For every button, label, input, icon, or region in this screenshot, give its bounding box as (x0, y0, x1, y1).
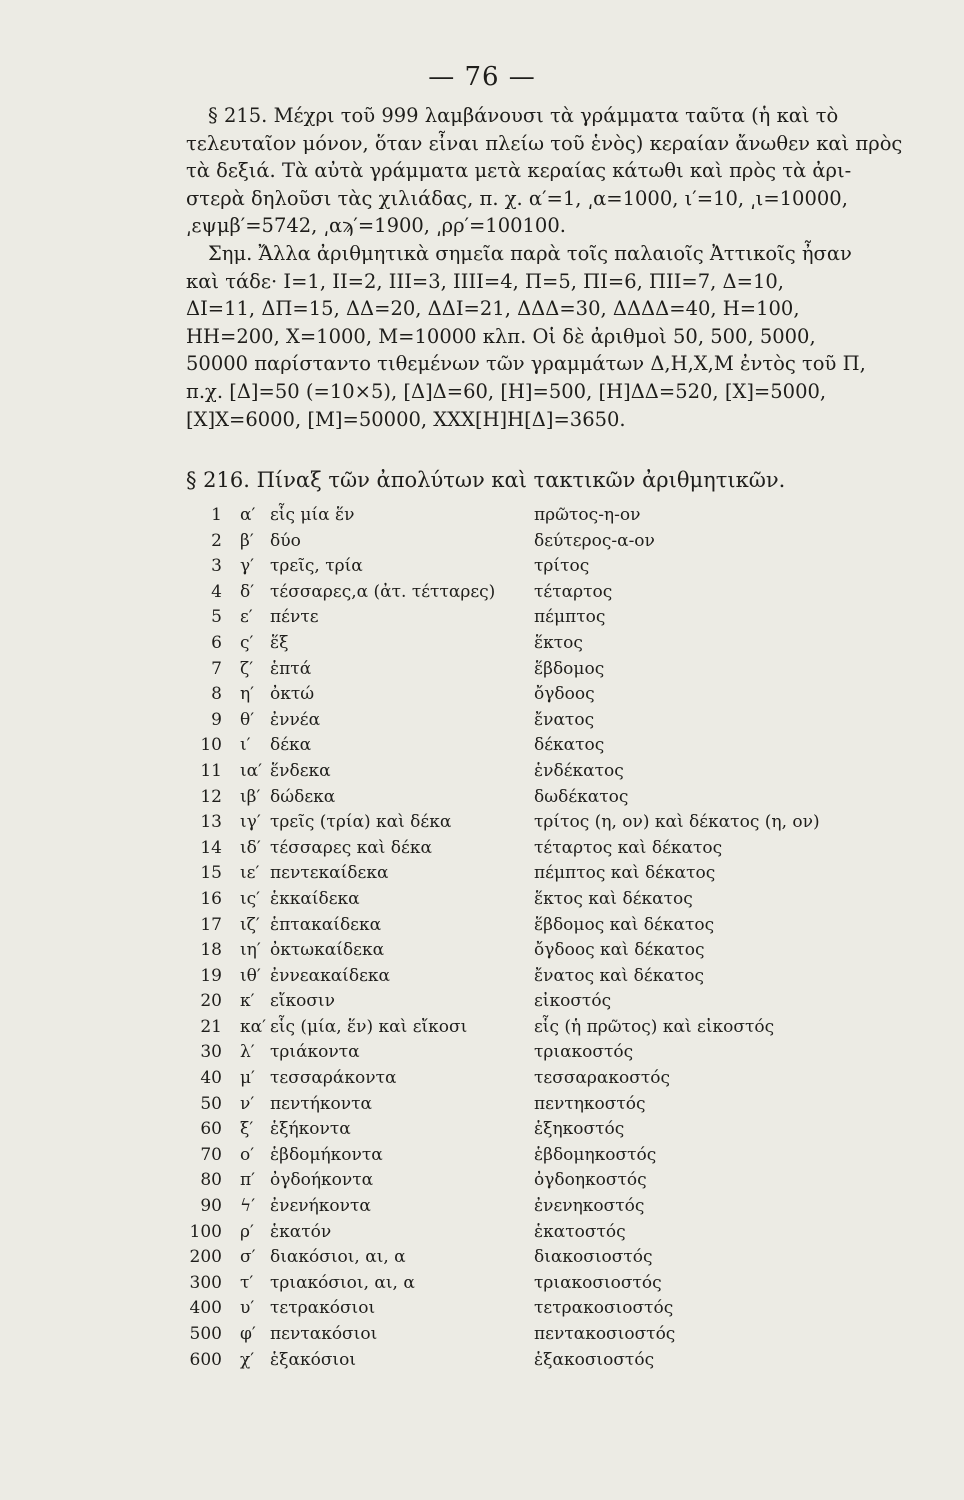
greek-letter-numeral: ιβ′ (240, 786, 261, 807)
table-row (186, 1273, 926, 1299)
ordinal-word: τριακοσιοστός (534, 1272, 662, 1293)
cardinal-word: ἑβδομήκοντα (270, 1144, 383, 1165)
ordinal-word: ἑξηκοστός (534, 1119, 625, 1140)
cardinal-word: ἑκκαίδεκα (270, 888, 360, 909)
cardinal-word: δώδεκα (270, 786, 336, 807)
numeral-value: 18 (200, 940, 222, 961)
cardinal-word: τετρακόσιοι (270, 1298, 376, 1319)
greek-letter-numeral: γ′ (240, 556, 255, 577)
greek-letter-numeral: ξ′ (240, 1119, 254, 1140)
table-row (186, 633, 926, 659)
numeral-value: 3 (211, 556, 222, 577)
ordinal-word: ἐνενηκοστός (534, 1196, 645, 1217)
cardinal-word: ἑπτακαίδεκα (270, 914, 382, 935)
numeral-value: 1 (211, 505, 222, 525)
ordinal-word: δέκατος (534, 735, 605, 756)
ordinal-word: διακοσιοστός (534, 1247, 653, 1268)
cardinal-word: ὀκτωκαίδεκα (270, 940, 385, 961)
table-row (186, 1145, 926, 1171)
ordinal-word: ἑβδομηκοστός (534, 1144, 657, 1165)
table-row (186, 1068, 926, 1094)
greek-letter-numeral: α′ (240, 505, 256, 525)
table-row (186, 1247, 926, 1273)
cardinal-word: πέντε (270, 607, 319, 628)
ordinal-word: ὄγδοος καὶ δέκατος (534, 940, 705, 961)
greek-letter-numeral: ζ′ (240, 658, 254, 679)
numeral-value: 13 (200, 812, 222, 833)
cardinal-word: τέσσαρες,α (ἀτ. τέτταρες) (270, 581, 496, 602)
cardinal-word: πεντήκοντα (270, 1093, 372, 1114)
paragraph-line: [Χ]Χ=6000, [Μ]=50000, ΧΧΧ[Η]Η[Δ]=3650. (186, 407, 626, 431)
greek-letter-numeral: π′ (240, 1170, 256, 1191)
table-row (186, 659, 926, 685)
page-number: — 76 — (428, 62, 536, 92)
greek-letter-numeral: ιγ′ (240, 812, 261, 833)
numerals-table (186, 505, 926, 1375)
paragraph-line: π.χ. [Δ]=50 (=10×5), [Δ]Δ=60, [Η]=500, [Η]ΔΔ=520, [Χ]=5000, (186, 379, 827, 403)
numeral-value: 20 (200, 991, 222, 1012)
cardinal-word: ἕνδεκα (270, 760, 331, 781)
numeral-value: 90 (200, 1196, 222, 1217)
paragraph-line: Σημ. Ἄλλα ἀριθμητικὰ σημεῖα παρὰ τοῖς παλαιοῖς Ἀττικοῖς ἦσαν (208, 241, 852, 265)
cardinal-word: τέσσαρες καὶ δέκα (270, 837, 432, 858)
numeral-value: 19 (200, 965, 222, 986)
cardinal-word: εἷς (μία, ἕν) καὶ εἴκοσι (270, 1016, 468, 1037)
greek-letter-numeral: ς′ (240, 632, 254, 653)
ordinal-word: πεντηκοστός (534, 1093, 646, 1114)
ordinal-word: ἑκατοστός (534, 1221, 626, 1242)
cardinal-word: ἐννεακαίδεκα (270, 965, 390, 986)
greek-letter-numeral: β′ (240, 530, 254, 551)
cardinal-word: δέκα (270, 735, 312, 756)
cardinal-word: ἐνενήκοντα (270, 1196, 371, 1217)
greek-letter-numeral: κα′ (240, 1016, 266, 1037)
greek-letter-numeral: υ′ (240, 1298, 255, 1319)
numeral-value: 40 (200, 1068, 222, 1089)
table-row (186, 889, 926, 915)
table-row (186, 1119, 926, 1145)
table-row (186, 582, 926, 608)
cardinal-word: τρεῖς, τρία (270, 556, 363, 577)
numeral-value: 80 (200, 1170, 222, 1191)
greek-letter-numeral: ϟ′ (240, 1196, 256, 1217)
cardinal-word: ὀκτώ (270, 684, 315, 705)
table-row (186, 505, 926, 531)
numeral-value: 4 (211, 581, 222, 602)
greek-letter-numeral: ια′ (240, 760, 263, 781)
numeral-value: 8 (211, 684, 222, 705)
paragraph-line: ͵εψμβ′=5742, ͵αϡ′=1900, ͵ρρ′=100100. (186, 214, 566, 238)
ordinal-word: δεύτερος-α-ον (534, 530, 655, 551)
paragraph-line: ΔΙ=11, ΔΠ=15, ΔΔ=20, ΔΔΙ=21, ΔΔΔ=30, ΔΔΔΔ=40, Η=100, (186, 297, 800, 321)
table-row (186, 966, 926, 992)
table-row (186, 940, 926, 966)
table-row (186, 991, 926, 1017)
ordinal-word: ἑξακοσιοστός (534, 1349, 655, 1370)
ordinal-word: ὀγδοηκοστός (534, 1170, 647, 1191)
cardinal-word: ἑπτά (270, 658, 312, 679)
numeral-value: 6 (211, 632, 222, 653)
numeral-value: 16 (200, 888, 222, 909)
cardinal-word: εἷς μία ἕν (270, 505, 355, 525)
ordinal-word: δωδέκατος (534, 786, 629, 807)
cardinal-word: ἐννέα (270, 709, 321, 730)
greek-letter-numeral: δ′ (240, 581, 255, 602)
greek-letter-numeral: ιζ′ (240, 914, 260, 935)
table-row (186, 915, 926, 941)
cardinal-word: ἑκατόν (270, 1221, 332, 1242)
numeral-value: 70 (200, 1144, 222, 1165)
table-row (186, 607, 926, 633)
greek-letter-numeral: ν′ (240, 1093, 255, 1114)
cardinal-word: διακόσιοι, αι, α (270, 1247, 406, 1268)
numeral-value: 600 (189, 1349, 222, 1370)
table-row (186, 838, 926, 864)
numeral-value: 7 (211, 658, 222, 679)
numeral-value: 50 (200, 1093, 222, 1114)
cardinal-word: δύο (270, 530, 301, 551)
cardinal-word: τεσσαράκοντα (270, 1068, 397, 1089)
ordinal-word: τεσσαρακοστός (534, 1068, 670, 1089)
numeral-value: 11 (200, 760, 222, 781)
cardinal-word: ἕξ (270, 632, 289, 653)
greek-letter-numeral: θ′ (240, 709, 255, 730)
greek-letter-numeral: λ′ (240, 1042, 255, 1063)
paragraph-line: καὶ τάδε· Ι=1, ΙΙ=2, ΙΙΙ=3, ΙΙΙΙ=4, Π=5, ΠΙ=6, ΠΙΙ=7, Δ=10, (186, 269, 784, 293)
ordinal-word: τέταρτος καὶ δέκατος (534, 837, 723, 858)
ordinal-word: ἕκτος (534, 632, 583, 653)
cardinal-word: ἑξακόσιοι (270, 1349, 356, 1370)
numeral-value: 14 (200, 837, 222, 858)
ordinal-word: τρίτος (534, 556, 590, 577)
numeral-value: 500 (189, 1324, 222, 1344)
ordinal-word: ἑνδέκατος (534, 760, 624, 781)
table-row (186, 761, 926, 787)
table-row (186, 710, 926, 736)
ordinal-word: τετρακοσιοστός (534, 1298, 674, 1319)
ordinal-word: ἔνατος (534, 709, 595, 730)
ordinal-word: πρῶτος-η-ον (534, 505, 641, 525)
table-row (186, 1324, 926, 1350)
numeral-value: 10 (200, 735, 222, 756)
table-row (186, 787, 926, 813)
ordinal-word: πεντακοσιοστός (534, 1324, 676, 1344)
table-row (186, 812, 926, 838)
cardinal-word: ἑξήκοντα (270, 1119, 351, 1140)
cardinal-word: πεντεκαίδεκα (270, 863, 389, 884)
greek-letter-numeral: ιη′ (240, 940, 261, 961)
greek-letter-numeral: ις′ (240, 888, 261, 909)
greek-letter-numeral: ε′ (240, 607, 253, 628)
ordinal-word: εἰκοστός (534, 991, 612, 1012)
numeral-value: 9 (211, 709, 222, 730)
ordinal-word: ἕβδομος καὶ δέκατος (534, 914, 715, 935)
numeral-value: 300 (189, 1272, 222, 1293)
cardinal-word: πεντακόσιοι (270, 1324, 378, 1344)
paragraph-line: 50000 παρίσταντο τιθεμένων τῶν γραμμάτων Δ,Η,Χ,Μ ἐντὸς τοῦ Π, (186, 352, 866, 376)
greek-letter-numeral: σ′ (240, 1247, 256, 1268)
ordinal-word: ὄγδοος (534, 684, 595, 705)
greek-letter-numeral: ρ′ (240, 1221, 254, 1242)
table-row (186, 531, 926, 557)
cardinal-word: ὀγδοήκοντα (270, 1170, 374, 1191)
numeral-value: 2 (211, 530, 222, 551)
ordinal-word: πέμπτος καὶ δέκατος (534, 863, 716, 884)
ordinal-word: ἔνατος καὶ δέκατος (534, 965, 704, 986)
greek-letter-numeral: ιε′ (240, 863, 260, 884)
paragraph-line: ΗΗ=200, Χ=1000, Μ=10000 κλπ. Οἱ δὲ ἀριθμοὶ 50, 500, 5000, (186, 324, 816, 348)
greek-letter-numeral: ιθ′ (240, 965, 261, 986)
paragraph-line: τελευταῖον μόνον, ὅταν εἶναι πλείω τοῦ ἑνὸς) κεραίαν ἄνωθεν καὶ πρὸς (186, 131, 903, 155)
numeral-value: 5 (211, 607, 222, 628)
ordinal-word: τριακοστός (534, 1042, 634, 1063)
numeral-value: 12 (200, 786, 222, 807)
table-row (186, 1170, 926, 1196)
table-row (186, 735, 926, 761)
table-row (186, 556, 926, 582)
table-row (186, 1017, 926, 1043)
greek-letter-numeral: ο′ (240, 1144, 255, 1165)
ordinal-word: ἕκτος καὶ δέκατος (534, 888, 693, 909)
table-row (186, 1042, 926, 1068)
ordinal-word: τρίτος (η, ον) καὶ δέκατος (η, ον) (534, 812, 820, 833)
greek-letter-numeral: η′ (240, 684, 255, 705)
numeral-value: 15 (200, 863, 222, 884)
table-row (186, 1350, 926, 1376)
numeral-value: 17 (200, 914, 222, 935)
ordinal-word: πέμπτος (534, 607, 606, 628)
greek-letter-numeral: φ′ (240, 1324, 256, 1344)
numeral-value: 400 (189, 1298, 222, 1319)
cardinal-word: τριακόσιοι, αι, α (270, 1272, 415, 1293)
paragraph-215 (186, 102, 938, 433)
paragraph-line: § 215. Μέχρι τοῦ 999 λαμβάνουσι τὰ γράμματα ταῦτα (ἡ καὶ τὸ (208, 104, 839, 127)
table-row (186, 863, 926, 889)
ordinal-word: ἕβδομος (534, 658, 605, 679)
greek-letter-numeral: κ′ (240, 991, 255, 1012)
cardinal-word: τρεῖς (τρία) καὶ δέκα (270, 812, 452, 833)
cardinal-word: τριάκοντα (270, 1042, 360, 1063)
table-row (186, 684, 926, 710)
ordinal-word: εἷς (ἡ πρῶτος) καὶ εἰκοστός (534, 1016, 775, 1037)
table-row (186, 1094, 926, 1120)
greek-letter-numeral: τ′ (240, 1272, 254, 1293)
table-row (186, 1222, 926, 1248)
table-row (186, 1196, 926, 1222)
cardinal-word: εἴκοσιν (270, 991, 335, 1012)
greek-letter-numeral: χ′ (240, 1349, 255, 1370)
numeral-value: 60 (200, 1119, 222, 1140)
greek-letter-numeral: ι′ (240, 735, 251, 756)
ordinal-word: τέταρτος (534, 581, 613, 602)
greek-letter-numeral: μ′ (240, 1068, 255, 1089)
paragraph-line: στερὰ δηλοῦσι τὰς χιλιάδας, π. χ. α′=1, ͵α=1000, ι′=10, ͵ι=10000, (186, 186, 848, 210)
numeral-value: 200 (189, 1247, 222, 1268)
table-row (186, 1298, 926, 1324)
paragraph-line: τὰ δεξιά. Τὰ αὐτὰ γράμματα μετὰ κεραίας κάτωθι καὶ πρὸς τὰ ἀρι- (186, 159, 852, 183)
numeral-value: 100 (189, 1221, 222, 1242)
section-216-title: § 216. Πίναξ τῶν ἀπολύτων καὶ τακτικῶν ἀριθμητικῶν. (186, 468, 786, 492)
numeral-value: 21 (200, 1016, 222, 1037)
greek-letter-numeral: ιδ′ (240, 837, 261, 858)
numeral-value: 30 (200, 1042, 222, 1063)
